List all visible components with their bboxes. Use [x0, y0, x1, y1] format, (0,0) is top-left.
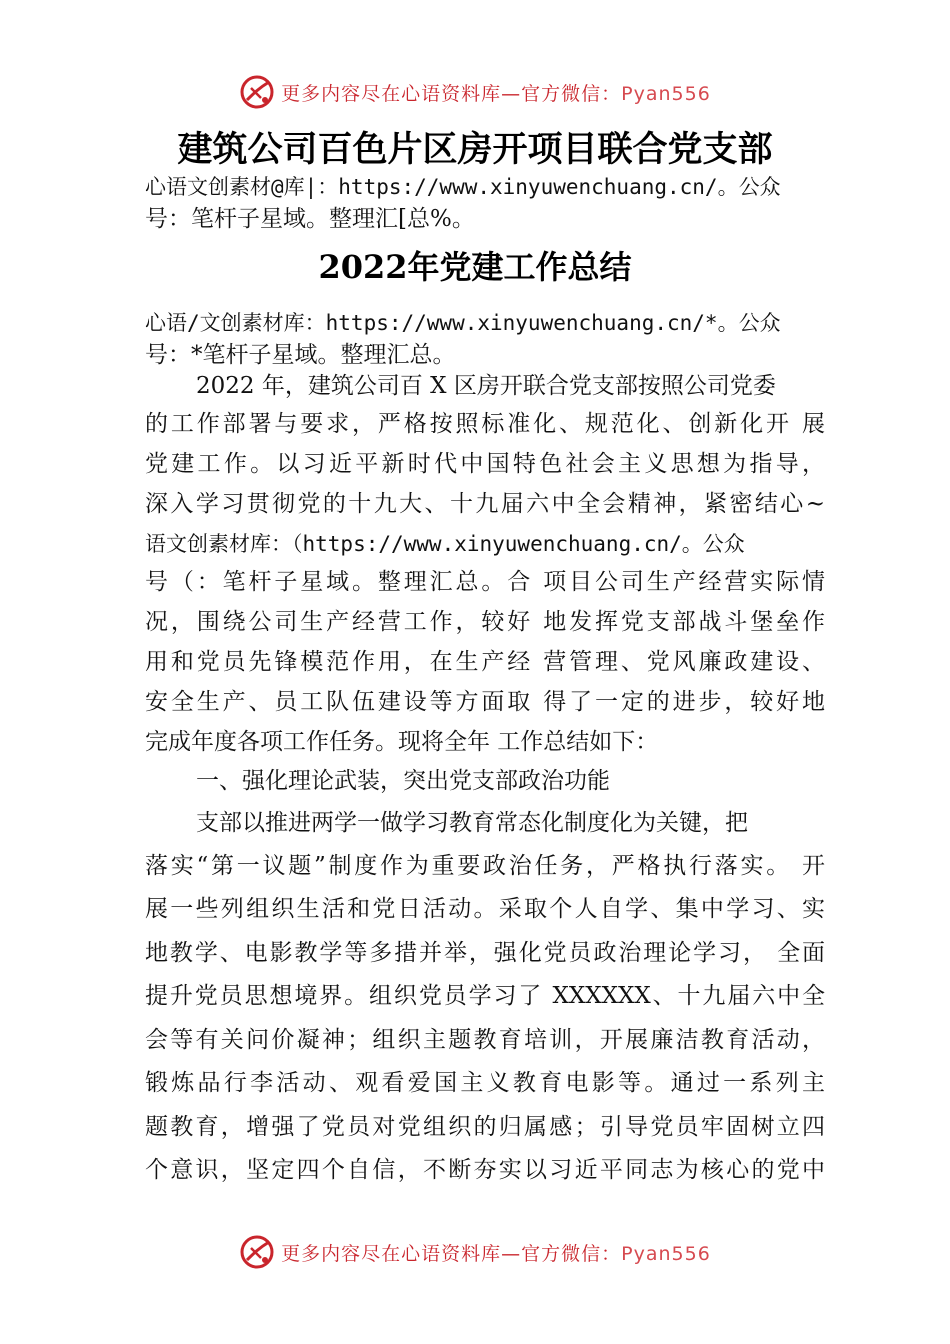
- paragraph-line: 锻炼品行李活动、观看爱国主义教育电影等。通过一系列主: [145, 1070, 825, 1096]
- paragraph-line: 语文创素材库：（https://www.xinyuwenchuang.cn/。公众: [145, 532, 745, 556]
- paragraph-line: 深入学习贯彻党的十九大、十九届六中全会精神，紧密结心~: [145, 491, 825, 517]
- paragraph-line: 提升党员思想境界。组织党员学习了 XXXXXX、十九届六中全: [145, 983, 825, 1009]
- header-watermark-banner: [0, 72, 950, 112]
- paragraph-line: 题教育，增强了党员对党组织的归属感；引导党员牢固树立四: [145, 1114, 825, 1140]
- paragraph-line: 会等有关问价凝神；组织主题教育培训，开展廉洁教育活动，: [145, 1027, 825, 1053]
- body-line: 心语/文创素材库：https://www.xinyuwenchuang.cn/*。公众: [145, 311, 781, 335]
- paragraph-line: 个意识，坚定四个自信，不断夯实以习近平同志为核心的党中: [145, 1157, 825, 1183]
- footer-watermark-banner: [0, 1232, 950, 1272]
- wechat-id: Pyan556: [621, 1242, 711, 1265]
- paragraph-line: 号（：笔杆子星域。整理汇总。合 项目公司生产经营实际情: [145, 569, 825, 595]
- paragraph-line: 展一些列组织生活和党日活动。采取个人自学、集中学习、实: [145, 896, 825, 922]
- wechat-id: Pyan556: [621, 82, 711, 105]
- banner-text: 更多内容尽在心语资料库—官方微信：Pyan556: [281, 1242, 711, 1265]
- paragraph-line: 党建工作。以习近平新时代中国特色社会主义思想为指导，: [145, 451, 825, 477]
- brand-logo-icon: [239, 1234, 275, 1270]
- document-title: 建筑公司百色片区房开项目联合党支部: [177, 129, 773, 170]
- document-subtitle: 2022年党建工作总结: [318, 248, 632, 286]
- body-line: 号：笔杆子星域。整理汇[总%。: [145, 206, 475, 232]
- body-line: 心语文创素材@库|：https://www.xinyuwenchuang.cn/。公众: [145, 175, 781, 199]
- paragraph-line: 的工作部署与要求，严格按照标准化、规范化、创新化开 展: [145, 411, 825, 437]
- paragraph-line: 2022 年，建筑公司百 X 区房开联合党支部按照公司党委: [196, 373, 776, 399]
- banner-text: 更多内容尽在心语资料库—官方微信：Pyan556: [281, 82, 711, 105]
- section-heading: 一、强化理论武装，突出党支部政治功能: [196, 768, 610, 794]
- paragraph-line: 落实“第一议题”制度作为重要政治任务，严格执行落实。 开: [145, 853, 825, 879]
- paragraph-line: 况，围绕公司生产经营工作，较好 地发挥党支部战斗堡垒作: [145, 609, 825, 635]
- paragraph-line: 安全生产、员工队伍建设等方面取 得了一定的进步，较好地: [145, 689, 825, 715]
- paragraph-line: 完成年度各项工作任务。现将全年 工作总结如下：: [145, 729, 659, 755]
- brand-logo-icon: [239, 74, 275, 110]
- paragraph-line: 支部以推进两学一做学习教育常态化制度化为关键，把: [196, 810, 748, 836]
- body-line: 号：*笔杆子星域。整理汇总。: [145, 342, 456, 368]
- paragraph-line: 用和党员先锋模范作用，在生产经 营管理、党风廉政建设、: [145, 649, 825, 675]
- paragraph-line: 地教学、电影教学等多措并举，强化党员政治理论学习， 全面: [145, 940, 825, 966]
